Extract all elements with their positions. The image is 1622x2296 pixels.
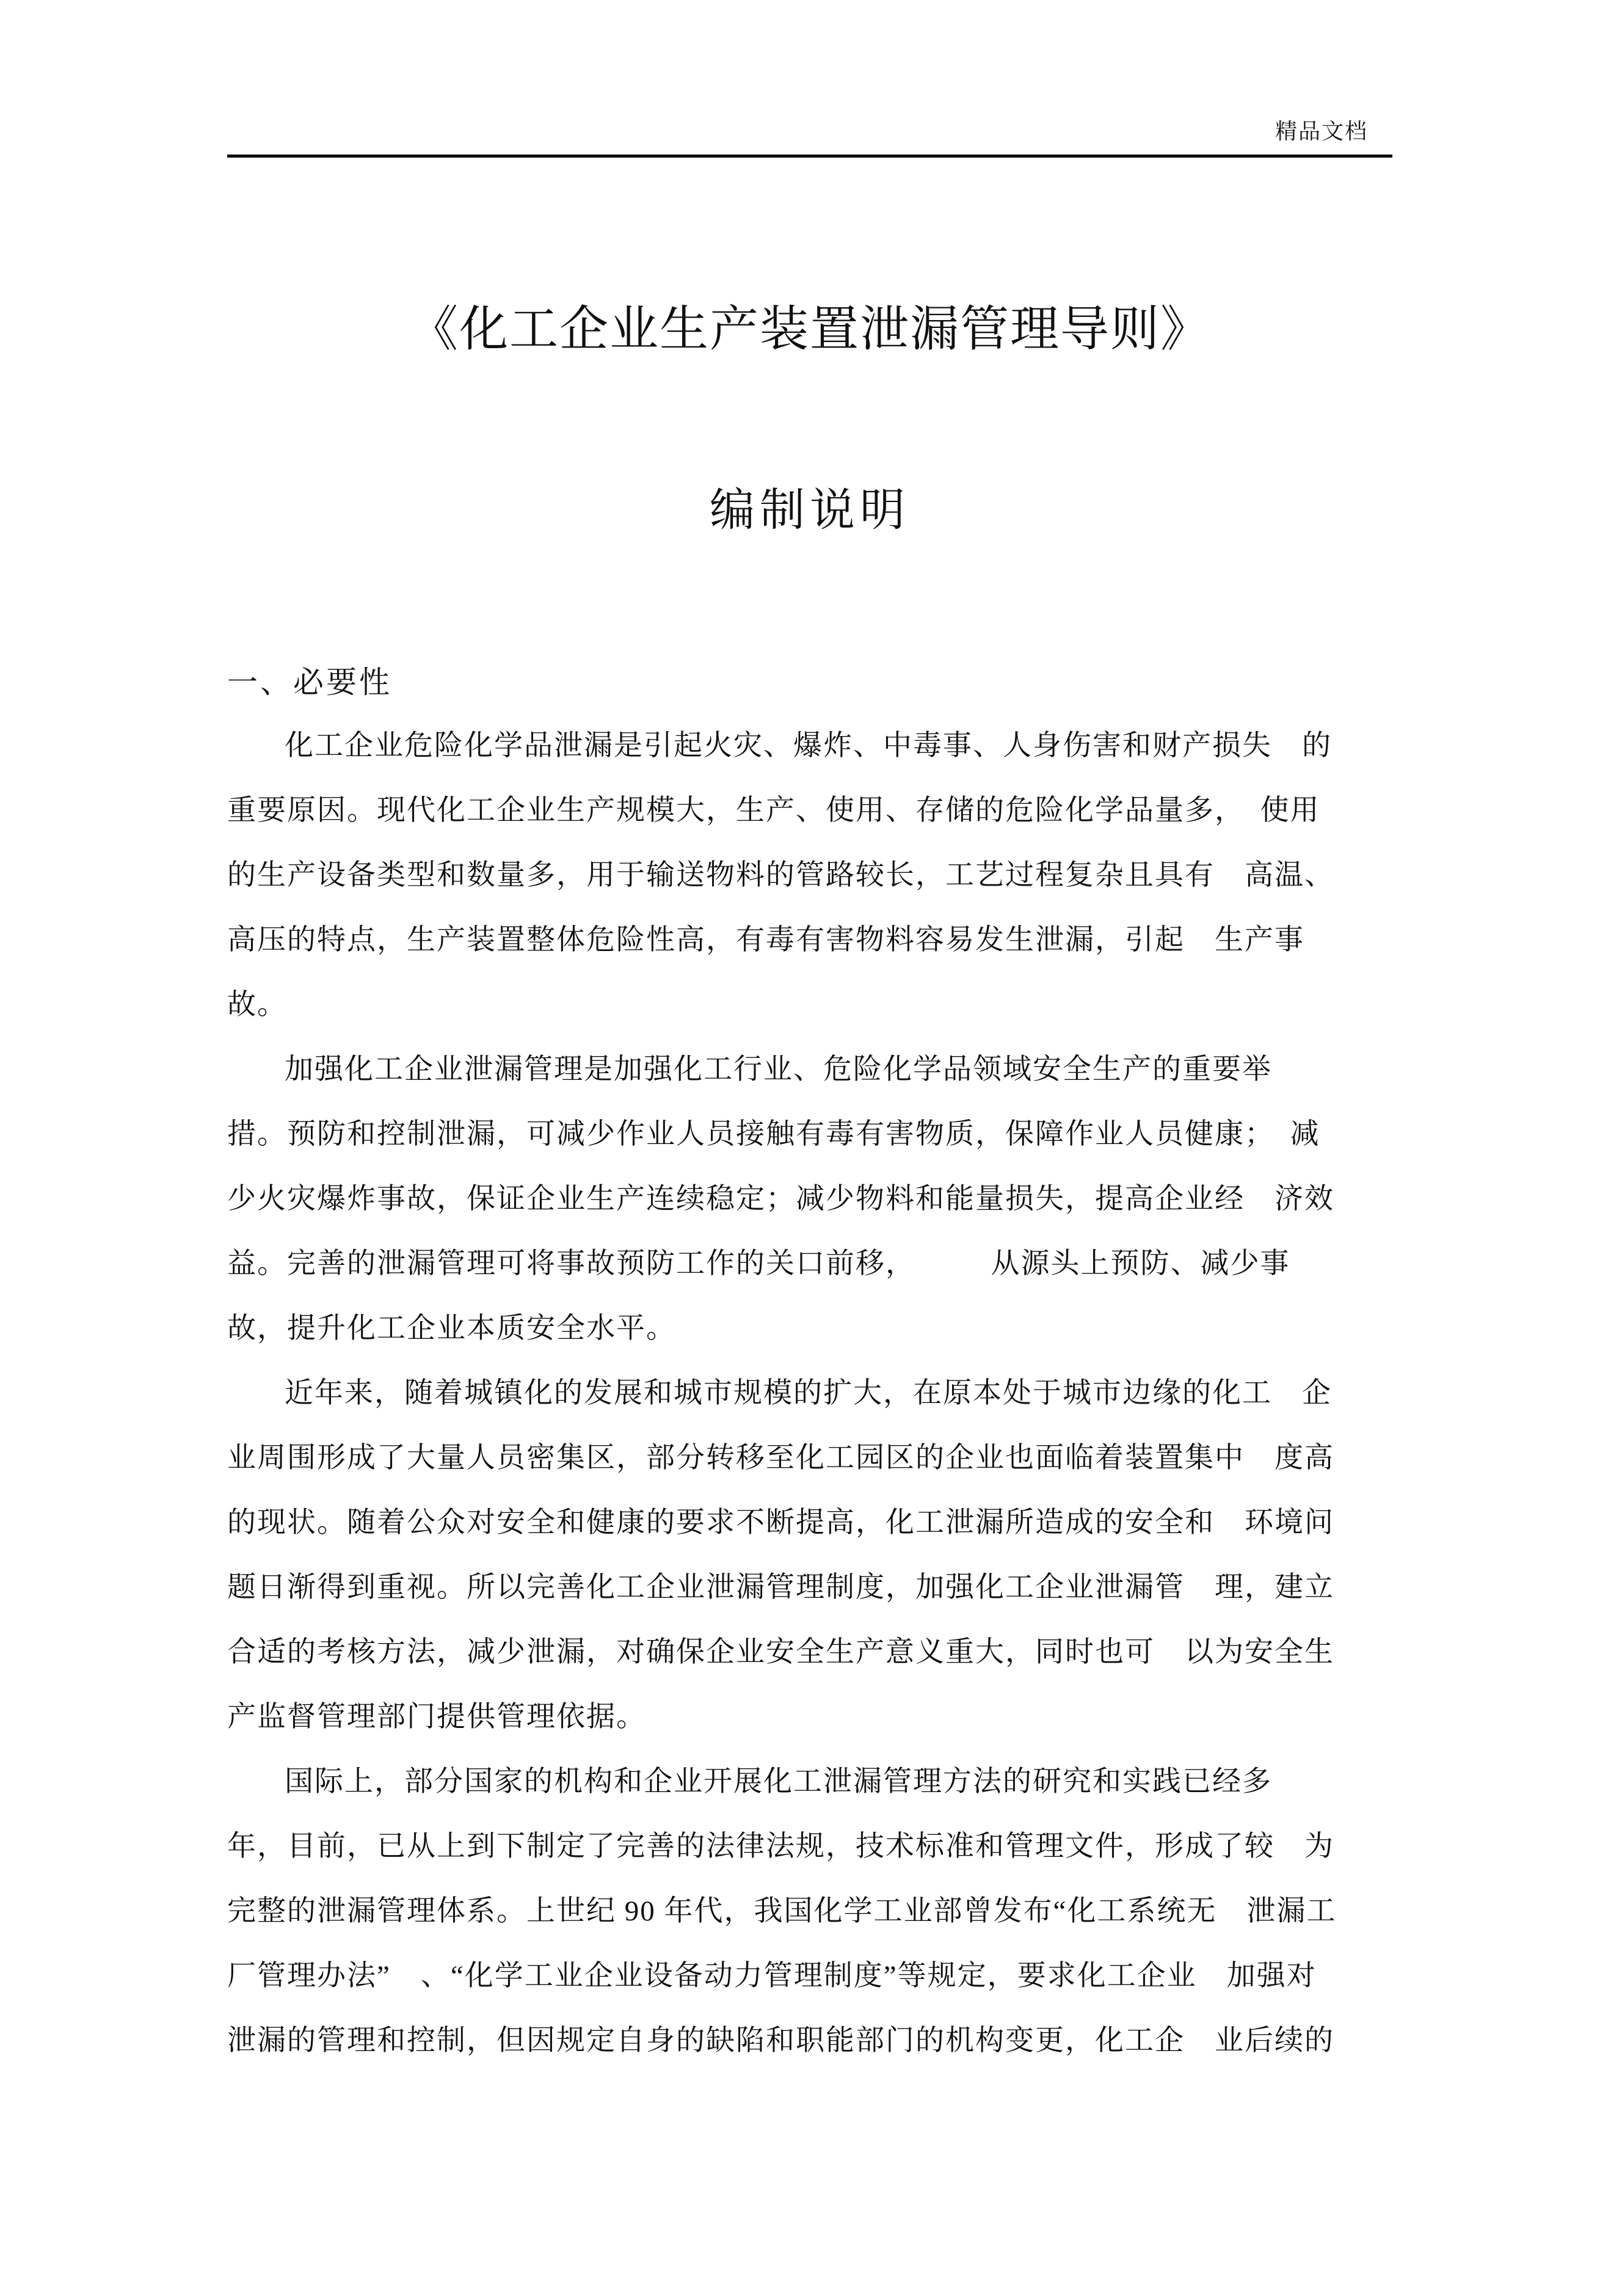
- body-line: 益。完善的泄漏管理可将事故预防工作的关口前移， 从源头上预防、减少事: [227, 1248, 1290, 1280]
- body-line: 年，目前，已从上到下制定了完善的法律法规，技术标准和管理文件，形成了较 为: [227, 1831, 1334, 1862]
- section-heading: 一、必要性: [227, 665, 392, 699]
- body-line: 近年来，随着城镇化的发展和城市规模的扩大，在原本处于城市边缘的化工 企: [285, 1377, 1332, 1409]
- body-line: 故。: [227, 989, 287, 1021]
- body-line: 措。预防和控制泄漏，可减少作业人员接触有毒有害物质，保障作业人员健康； 减: [227, 1118, 1320, 1150]
- body-line: 完整的泄漏管理体系。上世纪 90 年代，我国化学工业部曾发布“化工系统无 泄漏工: [227, 1895, 1337, 1927]
- body-line: 的生产设备类型和数量多，用于输送物料的管路较长，工艺过程复杂且具有 高温、: [227, 859, 1334, 891]
- document-subtitle: 编制说明: [710, 486, 910, 536]
- body-line: 故，提升化工企业本质安全水平。: [227, 1313, 676, 1344]
- body-line: 产监督管理部门提供管理依据。: [227, 1701, 646, 1733]
- body-line: 加强化工企业泄漏管理是加强化工行业、危险化学品领域安全生产的重要举: [285, 1054, 1272, 1085]
- body-line: 的现状。随着公众对安全和健康的要求不断提高，化工泄漏所造成的安全和 环境问: [227, 1507, 1334, 1539]
- body-line: 少火灾爆炸事故，保证企业生产连续稳定；减少物料和能量损失，提高企业经 济效: [227, 1183, 1334, 1215]
- header-watermark: 精品文档: [1275, 119, 1368, 144]
- body-line: 题日渐得到重视。所以完善化工企业泄漏管理制度，加强化工企业泄漏管 理，建立: [227, 1572, 1334, 1603]
- body-line: 合适的考核方法，减少泄漏，对确保企业安全生产意义重大，同时也可 以为安全生: [227, 1636, 1334, 1668]
- body-line: 化工企业危险化学品泄漏是引起火灾、爆炸、中毒事、人身伤害和财产损失 的: [285, 730, 1332, 762]
- body-line: 重要原因。现代化工企业生产规模大，生产、使用、存储的危险化学品量多， 使用: [227, 795, 1320, 826]
- body-line: 国际上，部分国家的机构和企业开展化工泄漏管理方法的研究和实践已经多: [285, 1766, 1272, 1798]
- body-line: 泄漏的管理和控制，但因规定自身的缺陷和职能部门的机构变更，化工企 业后续的: [227, 2025, 1334, 2057]
- header-rule: [227, 155, 1392, 158]
- body-line: 厂管理办法” 、“化学工业企业设备动力管理制度”等规定，要求化工企业 加强对: [227, 1960, 1317, 1992]
- body-line: 业周围形成了大量人员密集区，部分转移至化工园区的企业也面临着装置集中 度高: [227, 1442, 1334, 1474]
- body-text: [227, 713, 1392, 2073]
- body-line: 高压的特点，生产装置整体危险性高，有毒有害物料容易发生泄漏，引起 生产事: [227, 924, 1304, 956]
- document-title: 《化工企业生产装置泄漏管理导则》: [409, 303, 1210, 357]
